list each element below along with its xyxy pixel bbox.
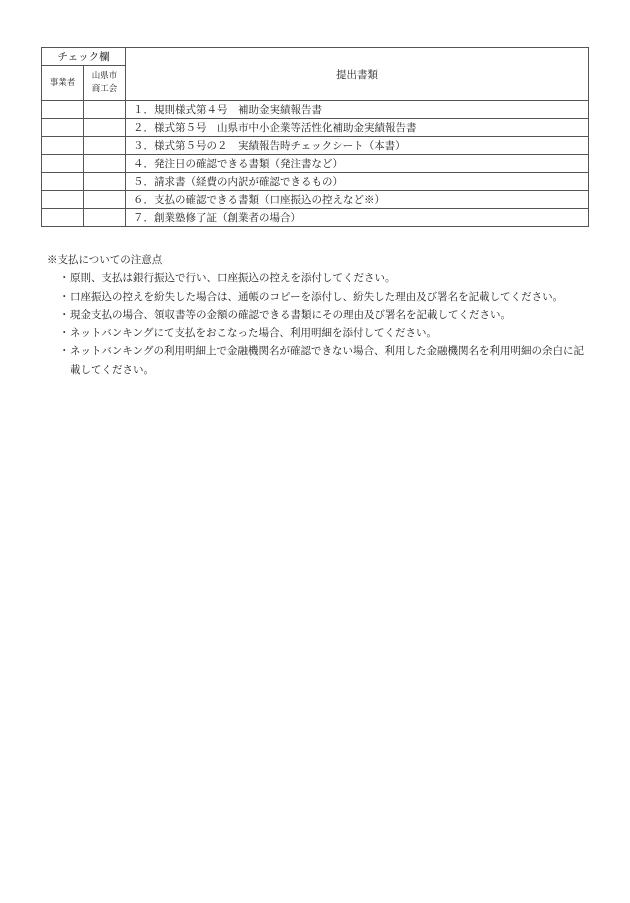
payment-note-item <box>47 288 587 306</box>
city-chamber-check-box[interactable] <box>84 155 126 173</box>
payment-note-text: 原則、支払は銀行振込で行い、口座振込の控えを添付してください。 <box>70 272 396 285</box>
document-row <box>42 191 589 209</box>
city-chamber-header-line1: 山県市 <box>91 71 118 81</box>
document-row <box>42 173 589 191</box>
city-chamber-check-box[interactable] <box>84 209 126 227</box>
document-item: ７．創業塾修了証（創業者の場合） <box>126 209 589 227</box>
payment-note-item <box>47 324 587 342</box>
payment-note-text: ネットバンキングの利用明細上で金融機関名が確認できない場合、利用した金融機関名を利用明細の余白に記載してください。 <box>70 345 584 376</box>
bullet-mark: ・ <box>59 272 70 285</box>
document-row <box>42 155 589 173</box>
document-item: ５．請求書（経費の内訳が確認できるもの） <box>126 173 589 191</box>
payment-note-item <box>47 306 587 324</box>
document-item: ３．様式第５号の２ 実績報告時チェックシート（本書） <box>126 137 589 155</box>
applicant-column-header: 事業者 <box>42 66 84 101</box>
city-chamber-check-box[interactable] <box>84 119 126 137</box>
applicant-check-box[interactable] <box>42 119 84 137</box>
check-column-header: チェック欄 <box>42 48 126 66</box>
applicant-check-box[interactable] <box>42 191 84 209</box>
document-item: ４．発注日の確認できる書類（発注書など） <box>126 155 589 173</box>
city-chamber-check-box[interactable] <box>84 101 126 119</box>
bullet-mark: ・ <box>59 290 70 303</box>
document-item: ２．様式第５号 山県市中小企業等活性化補助金実績報告書 <box>126 119 589 137</box>
payment-notes-title: ※支払についての注意点 <box>47 254 163 266</box>
applicant-check-box[interactable] <box>42 173 84 191</box>
submission-checklist-table <box>41 47 589 227</box>
city-chamber-column-header <box>84 66 126 101</box>
applicant-check-box[interactable] <box>42 101 84 119</box>
applicant-check-box[interactable] <box>42 209 84 227</box>
payment-notes-section <box>47 251 587 379</box>
bullet-mark: ・ <box>59 327 70 340</box>
payment-note-text: ネットバンキングにて支払をおこなった場合、利用明細を添付してください。 <box>70 327 437 340</box>
document-row <box>42 119 589 137</box>
document-row <box>42 209 589 227</box>
applicant-check-box[interactable] <box>42 137 84 155</box>
documents-column-header: 提出書類 <box>126 48 589 101</box>
document-row <box>42 101 589 119</box>
city-chamber-header-line2: 商工会 <box>91 84 118 94</box>
payment-note-item <box>47 342 587 379</box>
applicant-check-box[interactable] <box>42 155 84 173</box>
bullet-mark: ・ <box>59 308 70 321</box>
city-chamber-check-box[interactable] <box>84 173 126 191</box>
bullet-mark: ・ <box>59 345 70 358</box>
payment-note-text: 口座振込の控えを紛失した場合は、通帳のコピーを添付し、紛失した理由及び署名を記載してください。 <box>70 290 564 303</box>
document-item: １．規則様式第４号 補助金実績報告書 <box>126 101 589 119</box>
city-chamber-check-box[interactable] <box>84 191 126 209</box>
document-row <box>42 137 589 155</box>
document-item: ６．支払の確認できる書類（口座振込の控えなど※） <box>126 191 589 209</box>
payment-notes-list <box>47 269 587 379</box>
city-chamber-check-box[interactable] <box>84 137 126 155</box>
payment-note-item <box>47 269 587 287</box>
payment-note-text: 現金支払の場合、領収書等の金額の確認できる書類にその理由及び署名を記載してください。 <box>70 308 511 321</box>
